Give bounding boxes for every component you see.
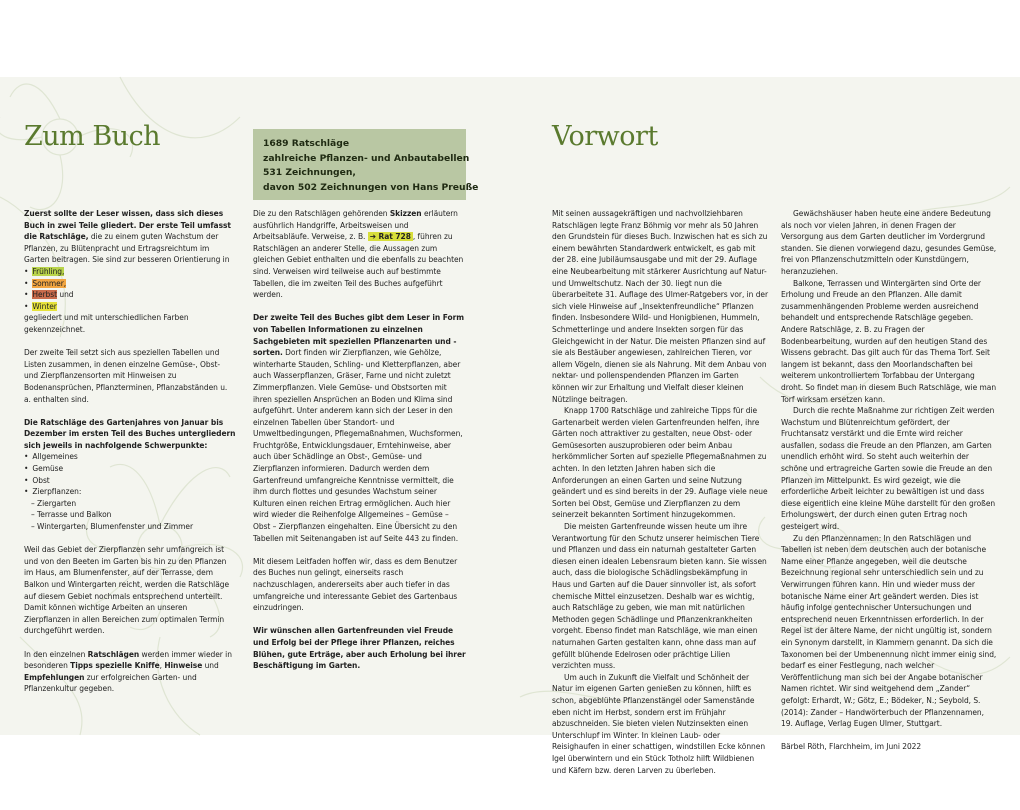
vorwort-paragraph: Knapp 1700 Ratschläge und zahlreiche Tipps für die Gartenarbeit werden vielen Gartenfreunden helfen, ihre Gärten noch attraktiver zu gestalten, neue Obst- oder Gemüsesorten auszuprobieren oder beim Anbau herkömmlicher Sorten auf spezielle Pflegemaßnahmen zu achten. In den letzten Jahren haben sich die Anforderungen an einen Garten und seine Nutzung geändert und es sind bereits in der 29. Auflage viele neue Sorten bei Obst, Gemüse und Zierpflanzen zu dem seinerzeit bekannten Sortiment hinzugekommen. [552, 406, 768, 520]
focus-sublist [24, 498, 236, 533]
season-winter: • Winter [24, 301, 236, 313]
vorwort-paragraph: Mit seinen aussagekräftigen und nachvollziehbaren Ratschlägen legte Franz Böhmig vor mehr als 50 Jahren den Grundstein für dieses Buch. Inzwischen hat es sich zu einem bewährten Standardwerk entwickelt, es gab mit der 28. eine Jubiläumsausgabe und mit der 29. Auflage eine Neubearbeitung mit stärkerer Ausrichtung auf Natur- und Umweltschutz. Nach der 30. liegt nun die überarbeitete 31. Auflage des Ulmer-Ratgebers vor, in der sich viele Hinweise auf „Insektenfreundliche“ Pflanzen finden. Insbesondere Wild- und Honigbienen, Hummeln, Schmetterlinge und andere Insekten sorgen für das Gleichgewicht in der Natur. Die meisten Pflanzen sind auf sie als Bestäuber angewiesen, zahlreichen Tieren, vor allem Vögeln, dienen sie als Nahrung. Mit dem Anbau von nektar- und pollenspendenden Pflanzen im Garten können wir zur Erhaltung und Vielfalt dieser kleinen Nützlinge beitragen. [552, 209, 769, 404]
para-focus-intro: Die Ratschläge des Gartenjahres von Januar bis Dezember im ersten Teil des Buches untergliedern sich jeweils in nachfolgende Schwerpunkte: [24, 417, 236, 450]
stats-line: zahlreiche Pflanzen- und Anbautabellen [263, 152, 470, 164]
left-column [24, 208, 236, 707]
para-guide: Mit diesem Leitfaden hoffen wir, dass es dem Benutzer des Buches nun gelingt, einerseits rasch nachzuschlagen, andererseits aber auch tiefer in das umfangreiche und interessante Gebiet des Gartenbaus einzudringen. [253, 556, 458, 613]
season-spring: • Frühling, [24, 266, 236, 278]
focus-item: • Allgemeines [24, 451, 236, 463]
intro-rest: die zu einem guten Wachstum der Pflanzen, zu Blütenpracht und Ertragsreichtum im Garten beitragen. Sie sind zur besseren Orientierung in [24, 232, 230, 265]
page-title-vorwort: Vorwort [552, 121, 658, 152]
intro-after: gegliedert und mit unterschiedlichen Farben gekennzeichnet. [24, 313, 189, 334]
para-zierpflanzen: Weil das Gebiet der Zierpflanzen sehr umfangreich ist und von den Beeten im Garten bis hin zu den Pflanzen im Haus, am Blumenfenster, auf der Terrasse, dem Balkon und Wintergarten reicht, werden die Ratschläge auf diesem Gebiet nochmals entsprechend unterteilt. Damit können wichtige Arbeiten an unseren Zierpflanzen in allen Bereichen zum optimalen Termin durchgeführt werden. [24, 545, 230, 636]
vorwort-paragraph: Die meisten Gartenfreunde wissen heute um ihre Verantwortung für den Schutz unserer heimischen Tiere und Pflanzen und dass ein naturnah gestalteter Garten diesen einen idealen Lebensraum bieten kann. Sie wissen auch, dass die biologische Schädlingsbekämpfung in Haus und Garten auf die Dauer sinnvoller ist, als sofort chemische Mittel einzusetzen. Deshalb war es wichtig, auch Ratschläge zu geben, wie man mit natürlichen Methoden gegen Schädlinge und Pflanzenkrankheiten vorgeht. Ebenso findet man Ratschläge, wie man einen naturnahen Garten gestalten kann, ohne dass man auf gefüllt blühende Edelrosen oder prächtige Lilien verzichten muss. [552, 522, 767, 671]
book-spread [0, 77, 1020, 775]
signature: Bärbel Röth, Flarchheim, im Juni 2022 [781, 742, 922, 752]
season-autumn: • Herbst und [24, 289, 236, 301]
focus-subitem: – Wintergarten, Blumenfenster und Zimmer [31, 522, 194, 532]
intro-paragraph [24, 208, 236, 266]
focus-item: • Gemüse [24, 463, 236, 475]
focus-item: • Zierpflanzen: [24, 486, 236, 498]
vorwort-paragraph: Um auch in Zukunft die Vielfalt und Schönheit der Natur im eigenen Garten genießen zu können, hilft es schon, abgeblühte Pflanzenstängel oder Samenstände eben nicht im Herbst, sondern erst im Frühjahr abzuschneiden. Sie bieten vielen Nutzinsekten einen Unterschlupf im Winter. In kleinen Laub- oder Reisighaufen in einer schattigen, windstillen Ecke können Igel überwintern und ein Stück Totholz hilft Wildbienen und Käfern bzw. deren Larven zu überleben. [552, 672, 766, 775]
stats-box [253, 129, 479, 200]
season-list [24, 266, 236, 312]
stats-line: 531 Zeichnungen, [263, 167, 356, 178]
focus-item: • Obst [24, 475, 236, 487]
middle-column [253, 208, 466, 683]
stats-line: 1689 Ratschläge [263, 138, 350, 149]
focus-subitem: – Ziergarten [31, 498, 77, 508]
stats-line: davon 502 Zeichnungen von Hans Preuße [263, 181, 479, 193]
vorwort-column-2 [781, 208, 997, 765]
season-summer: • Sommer, [24, 278, 236, 290]
para-sketches: Die zu den Ratschlägen gehörenden Skizzen erläutern ausführlich Handgriffe, Arbeitsweisen und Arbeitsabläufe. Verweise, z. B. ➔ Rat 728 , führen zu Ratschlägen an anderer Stelle, die Aussagen zum gleichen Gebiet enthalten und die ebenfalls zu beachten sind. Verweisen wird teilweise auch auf bestimmte Tabellen, die im zweiten Teil des Buches aufgeführt werden. [253, 209, 464, 300]
vorwort-paragraph: Gewächshäuser haben heute eine andere Bedeutung als noch vor vielen Jahren, in denen Fragen der Versorgung aus dem Garten deutlicher im Vordergrund standen. Sie dienen vorwiegend dazu, gesundes Gemüse, frei von Pflanzenschutzmitteln oder Kunstdüngern, heranzuziehen. [781, 209, 997, 276]
vorwort-paragraph: Zu den Pflanzennamen: In den Ratschlägen und Tabellen ist neben dem deutschen auch der botanische Name einer Pflanze angegeben, weil die deutsche Bezeichnung regional sehr unterschiedlich sein und zu Verwirrungen führen kann. Hin und wieder muss der botanische Name einer Art geändert werden. Dies ist häufig infolge gentechnischer Untersuchungen und entsprechend neuen Erkenntnissen erforderlich. In der Regel ist der ältere Name, der nicht ungültig ist, sondern ein Synonym darstellt, in Klammern genannt. Da sich die Taxonomen bei der Umbenennung nicht immer einig sind, bedarf es einer Festlegung, nach welcher Veröffentlichung man sich bei der Angabe botanischer Namen richtet. Wir sind weitgehend dem „Zander“ gefolgt: Erhardt, W.; Götz, E.; Bödeker, N.; Seybold, S. (2014): Zander – Handwörterbuch der Pflanzennamen, 19. Auflage, Verlag Eugen Ulmer, Stuttgart. [781, 533, 997, 729]
para-tables: Der zweite Teil des Buches gibt dem Leser in Form von Tabellen Informationen zu einzelnen Sachgebieten mit speziellen Pflanzenarten und -sorten. Dort finden wir Zierpflanzen, wie Gehölze, winterharte Stauden, Schling- und Kletterpflanzen, aber auch Wasserpflanzen, Gräser, Farne und nicht zuletzt Zimmerpflanzen. Viele Gemüse- und Obstsorten mit ihren speziellen Ansprüchen an Boden und Klima sind aufgeführt. Unter anderem kann sich der Leser in den einzelnen Tabellen über Standort- und Umweltbedingungen, Pflegemaßnahmen, Wuchsformen, Fruchtgröße, Entwicklungsdauer, Erntehinweise, aber auch über Schädlinge an Obst-, Gemüse- und Zierpflanzen informieren. Dadurch werden dem Gartenfreund umfangreiche Kenntnisse vermittelt, die ihm durch flottes und gesundes Wachstum seiner Kulturen einen reichen Ertrag ermöglichen. Auch hier wird wieder die Reihenfolge Allgemeines – Gemüse – Obst – Zierpflanzen eingehalten. Eine Übersicht zu den Tabellen mit Seitenangaben ist auf Seite 443 zu finden. [253, 313, 465, 543]
focus-list [24, 451, 236, 497]
focus-subitem: – Terrasse und Balkon [31, 510, 112, 520]
vorwort-paragraph: Balkone, Terrassen und Wintergärten sind Orte der Erholung und Freude an den Pflanzen. Alle damit zusammenhängenden Probleme werden ausreichend behandelt und entsprechende Ratschläge gegeben. Andere Ratschläge, z. B. zu Fragen der Bodenbearbeitung, wurden auf den heutigen Stand des Wissens gebracht. Das gilt auch für das Thema Torf. Seit langem ist bekannt, dass den Moorlandschaften bei weiterem unkontrolliertem Torfabbau der Untergang droht. So findet man in diesem Buch Ratschläge, wie man Torf wirksam ersetzen kann. [781, 278, 997, 404]
intro-bold: Zuerst sollte der Leser wissen, dass sich dieses Buch in zwei Teile gliedert. Der erste Teil umfasst die Ratschläge, [24, 209, 231, 242]
vorwort-column-1 [552, 208, 768, 776]
page-title-zum-buch: Zum Buch [24, 121, 161, 152]
para-second-part: Der zweite Teil setzt sich aus speziellen Tabellen und Listen zusammen, in denen einzelne Gemüse-, Obst- und Zierpflanzensorten mit Hinweisen zu Bodenansprüchen, Pflanzterminen, Pflanzabständen u. a. enthalten sind. [24, 348, 228, 404]
para-tips: In den einzelnen Ratschlägen werden immer wieder in besonderen Tipps spezielle Kniffe, Hinweise und Empfehlungen zur erfolgreichen Garten- und Pflanzenkultur gegeben. [24, 649, 232, 694]
vorwort-paragraph: Durch die rechte Maßnahme zur richtigen Zeit werden Wachstum und Blütenreichtum gefördert, der Fruchtansatz verstärkt und die Ernte wird reicher ausfallen, sodass die Freude an den Pflanzen, am Garten unendlich erhöht wird. So steht auch weiterhin der schöne und ertragreiche Garten sowie die Freude an den Pflanzen im Mittelpunkt. Es wird gezeigt, wie die erforderliche Arbeit leichter zu bewältigen ist und dass diese eigentlich eine kleine Mühe darstellt für den großen Erholungswert, der durch einen guten Ertrag noch gesteigert wird. [781, 406, 996, 532]
season-suffix: und [59, 290, 74, 300]
para-wishes: Wir wünschen allen Gartenfreunden viel Freude und Erfolg bei der Pflege ihrer Pflanzen, reiches Blühen, gute Erträge, aber auch Erholung bei ihrer Beschäftigung im Garten. [253, 626, 466, 671]
cross-reference-link[interactable]: ➔ Rat 728 [369, 232, 411, 242]
